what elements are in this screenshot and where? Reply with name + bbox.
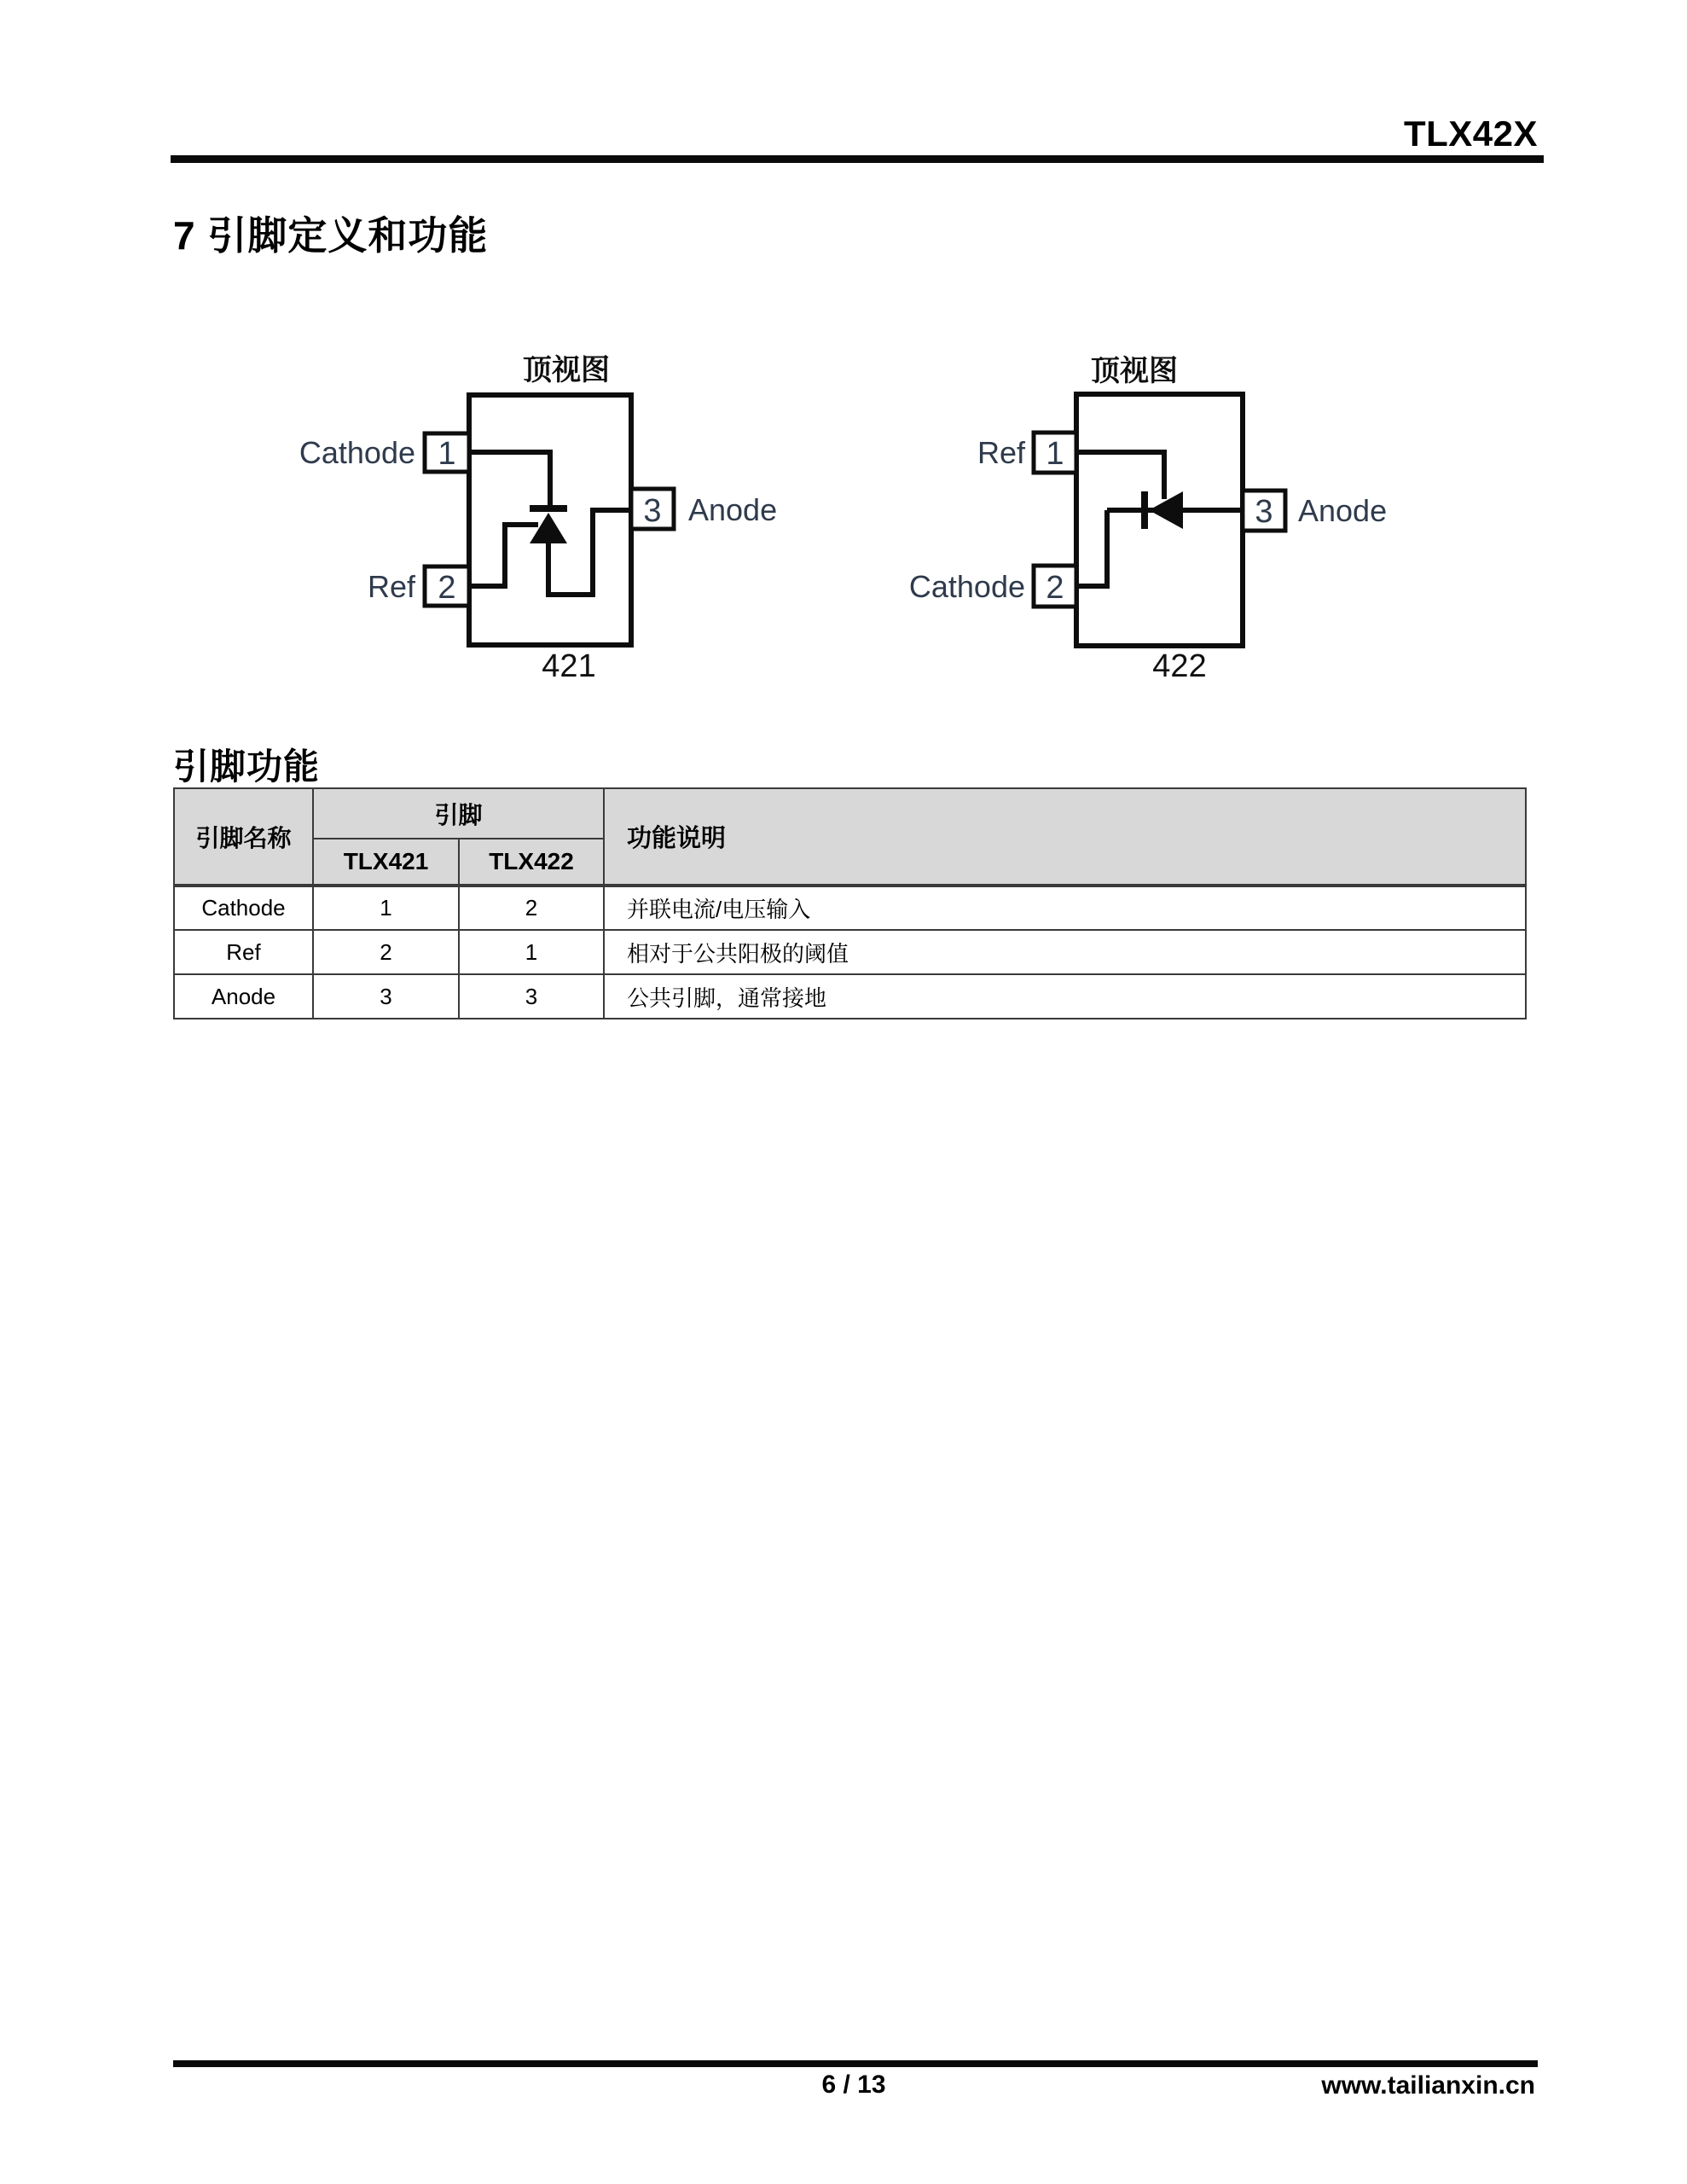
- pin3-number: 3: [1255, 494, 1273, 530]
- tlx421-pin-cell: 2: [313, 930, 459, 974]
- pin1-label: Ref: [977, 435, 1025, 470]
- diode-triangle: [530, 513, 567, 543]
- pin3-label: Anode: [688, 492, 778, 527]
- header-rule: [171, 155, 1544, 163]
- pin3-label: Anode: [1298, 493, 1388, 528]
- tlx421-pin-cell: 3: [313, 974, 459, 1019]
- col-header-description: 功能说明: [604, 788, 1526, 886]
- cathode-trace: [1076, 510, 1107, 586]
- tlx422-pin-cell: 1: [459, 930, 604, 974]
- footer-rule: [173, 2060, 1538, 2067]
- cathode-trace: [469, 452, 550, 507]
- package-number: 422: [1152, 648, 1207, 684]
- top-view-label: 顶视图: [523, 354, 610, 386]
- pin-name-cell: Anode: [174, 974, 313, 1019]
- page-number: 6 / 13: [821, 2071, 886, 2099]
- pin-name-cell: Cathode: [174, 886, 313, 930]
- col-header-tlx421: TLX421: [313, 839, 459, 886]
- product-title: TLX42X: [1403, 113, 1538, 154]
- col-header-pin-name: 引脚名称: [174, 788, 313, 886]
- tlx422-pin-cell: 2: [459, 886, 604, 930]
- pin1-label: Cathode: [299, 435, 415, 470]
- pin2-label: Cathode: [908, 569, 1025, 604]
- pin3-number: 3: [643, 493, 662, 529]
- pin1-number: 1: [438, 436, 456, 472]
- pin-description-cell: 公共引脚，通常接地: [604, 974, 1526, 1019]
- top-view-label: 顶视图: [1091, 355, 1178, 387]
- tlx421-pin-cell: 1: [313, 886, 459, 930]
- pin-description-cell: 并联电流/电压输入: [604, 886, 1526, 930]
- pinout-diagram-422: [861, 341, 1458, 700]
- col-header-tlx422: TLX422: [459, 839, 604, 886]
- package-number: 421: [542, 648, 596, 684]
- pin-function-heading: 引脚功能: [173, 746, 321, 787]
- table-row: [174, 930, 1526, 974]
- pin-name-cell: Ref: [174, 930, 313, 974]
- anode-trace: [548, 510, 631, 595]
- pin-function-table: [173, 787, 1527, 1019]
- pin1-number: 1: [1046, 436, 1064, 472]
- section-title: 7 引脚定义和功能: [173, 213, 489, 258]
- pin2-number: 2: [1046, 570, 1064, 606]
- pinout-421-svg: [247, 341, 844, 700]
- pinout-diagram-421: [247, 341, 844, 700]
- ref-trace: [1076, 452, 1164, 499]
- package-body: [1076, 394, 1243, 646]
- tlx422-pin-cell: 3: [459, 974, 604, 1019]
- pin2-number: 2: [438, 570, 456, 606]
- pin2-label: Ref: [367, 569, 415, 604]
- ref-trace: [469, 525, 538, 586]
- pin-description-cell: 相对于公共阳极的阈值: [604, 930, 1526, 974]
- table-row: [174, 886, 1526, 930]
- website-link: www.tailianxin.cn: [1321, 2071, 1535, 2100]
- col-header-pin-group: 引脚: [313, 788, 604, 839]
- table-row: [174, 974, 1526, 1019]
- table-header-row-1: [174, 788, 1526, 839]
- pinout-422-svg: [861, 341, 1458, 700]
